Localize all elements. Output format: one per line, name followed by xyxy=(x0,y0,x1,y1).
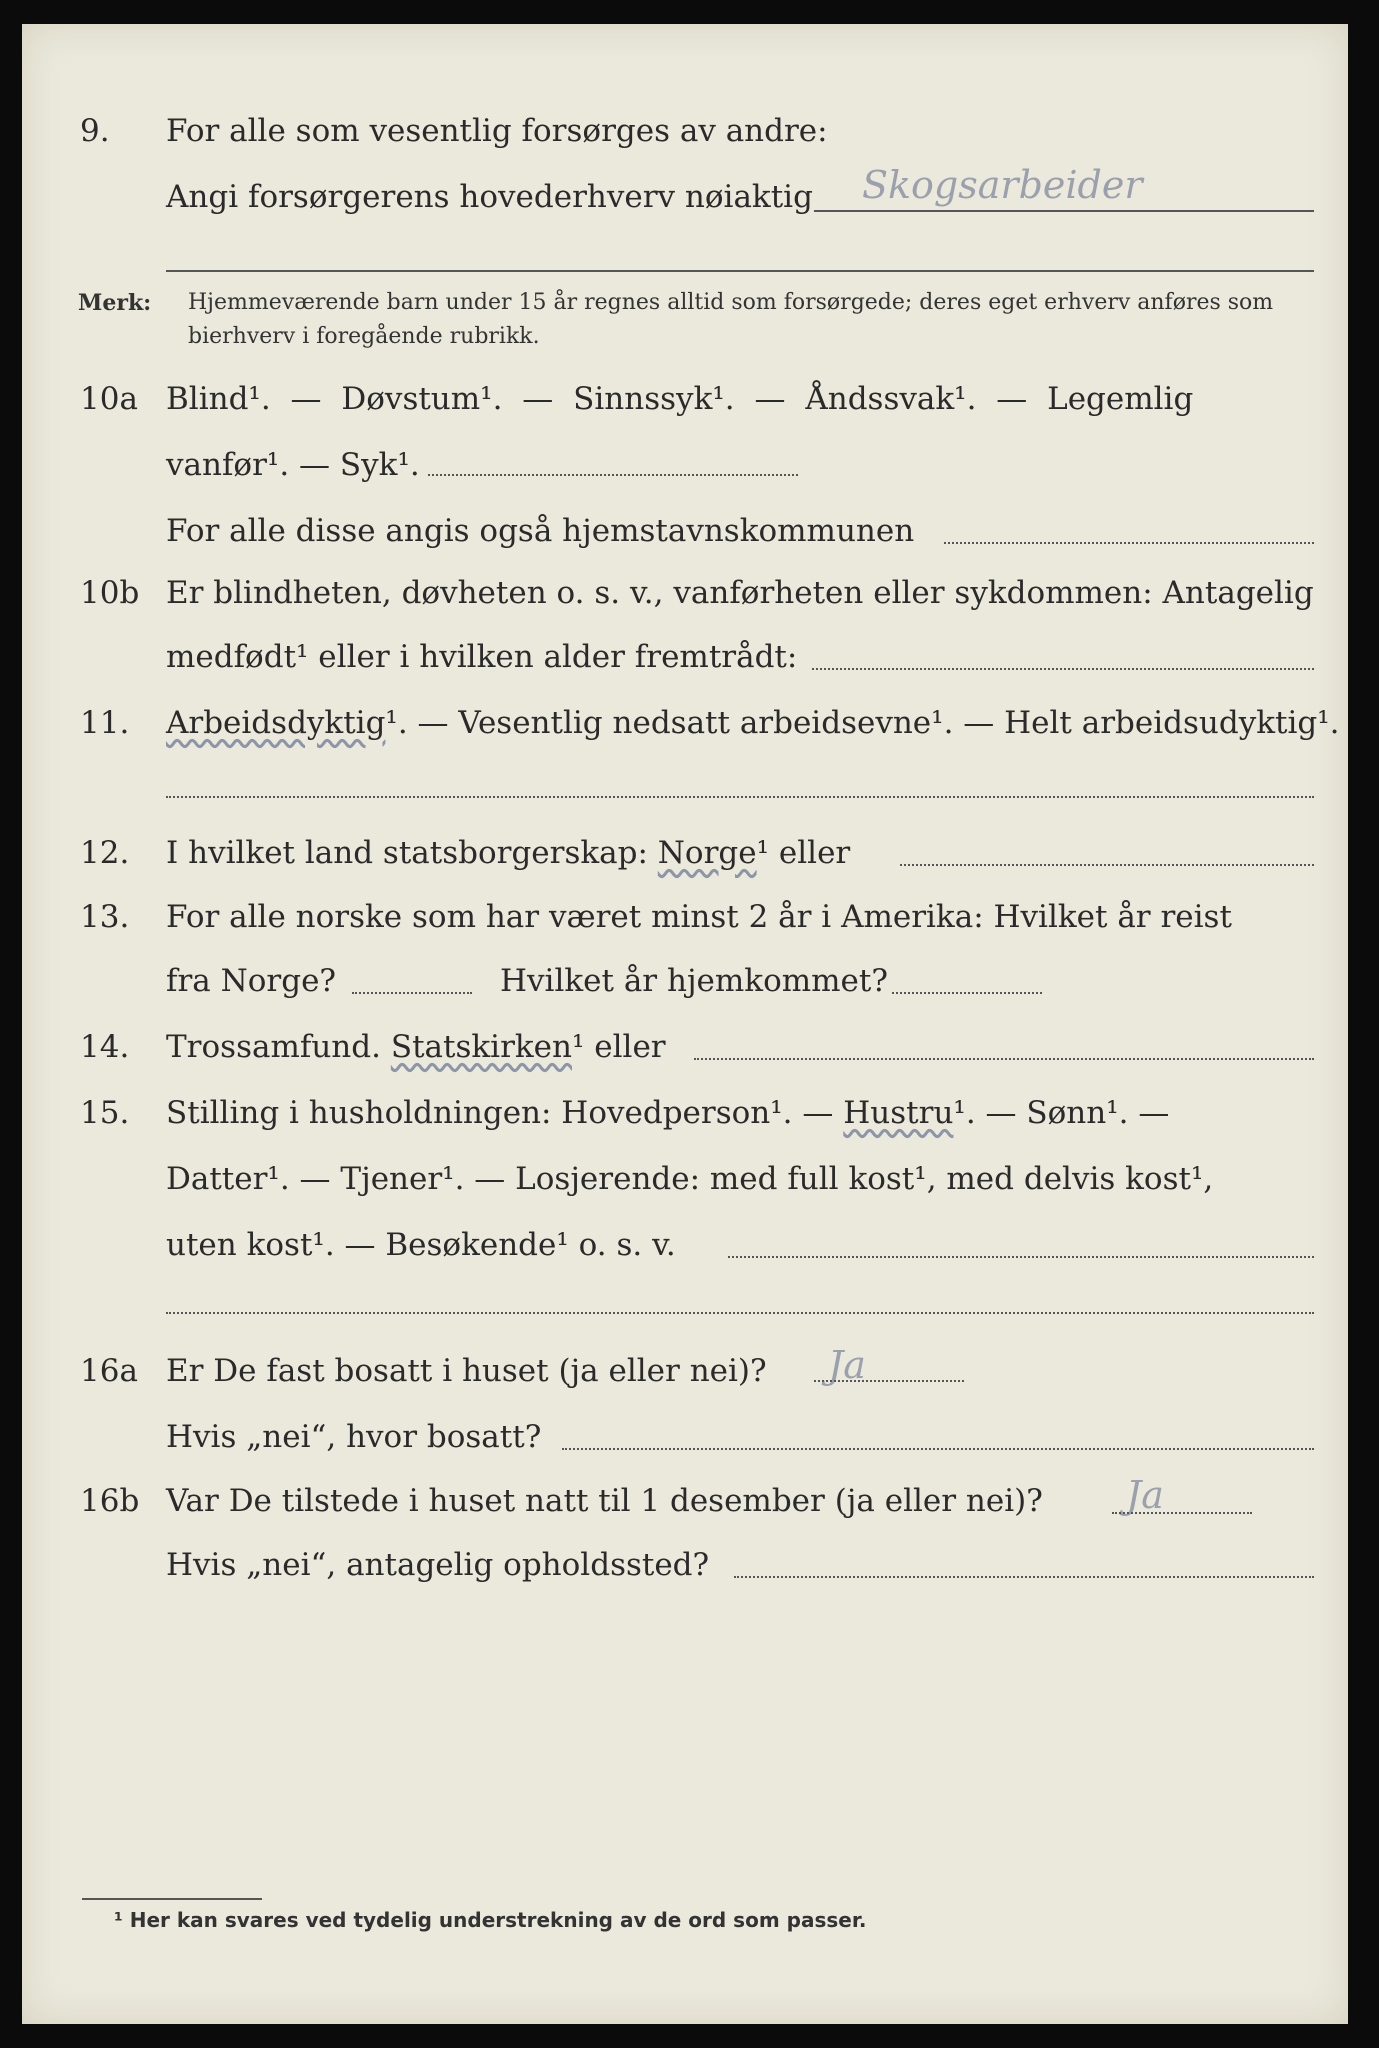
q14-option-statskirken[interactable]: Statskirken xyxy=(390,1029,572,1065)
q15-line-1b: ¹. — Sønn¹. — xyxy=(953,1095,1170,1131)
q16a-bosatt-field[interactable] xyxy=(562,1448,1314,1450)
q13-row-2 xyxy=(22,958,1348,1004)
q10a-row-2 xyxy=(22,442,1348,488)
q16b-line-2: Hvis „nei“, antagelig opholdssted? xyxy=(166,1547,710,1583)
q10a-line-1: Blind¹. — Døvstum¹. — Sinnssyk¹. — Åndssvak¹. — Legemlig xyxy=(166,381,1194,417)
q10a-hjemstavn-field[interactable] xyxy=(944,542,1314,544)
q10a-row-3 xyxy=(22,508,1348,554)
q15-stilling-field[interactable] xyxy=(728,1256,1314,1258)
q10b-row-2 xyxy=(22,634,1348,680)
q14-row xyxy=(22,1024,1348,1070)
q11-number: 11. xyxy=(80,705,130,741)
q15-text-1 xyxy=(166,1090,1169,1136)
q11-row xyxy=(22,700,1348,746)
q12-question: I hvilket land statsborgerskap: xyxy=(166,835,648,871)
q16a-row-2 xyxy=(22,1414,1348,1460)
q14-eller: ¹ eller xyxy=(571,1029,666,1065)
q16a-row-1 xyxy=(22,1343,1348,1394)
q16a-answer-handwritten: Ja xyxy=(828,1343,866,1387)
q11-text xyxy=(166,700,1340,746)
q12-option-norge[interactable]: Norge xyxy=(657,835,757,871)
q10b-number: 10b xyxy=(80,575,140,611)
q15-row-3 xyxy=(22,1222,1348,1268)
q15-extra-field[interactable] xyxy=(166,1312,1314,1314)
q13-hjemkommet-label: Hvilket år hjemkommet? xyxy=(500,963,888,999)
q10a-row-1 xyxy=(22,376,1348,422)
q15-number: 15. xyxy=(80,1095,130,1131)
q16b-row-1 xyxy=(22,1473,1348,1524)
q15-row-1 xyxy=(22,1090,1348,1136)
q16b-number: 16b xyxy=(80,1483,140,1519)
q12-row xyxy=(22,830,1348,876)
q12-land-field[interactable] xyxy=(900,864,1314,866)
q11-rest: ¹. — Vesentlig nedsatt arbeidsevne¹. — Helt arbeidsudyktig¹. xyxy=(385,705,1340,741)
q16a-line-1: Er De fast bosatt i huset (ja eller nei)? xyxy=(166,1353,767,1389)
q14-text xyxy=(166,1024,666,1070)
q15-option-hustru[interactable]: Hustru xyxy=(843,1095,954,1131)
q9-extra-line xyxy=(166,270,1314,272)
q15-row-2 xyxy=(22,1156,1348,1202)
q12-number: 12. xyxy=(80,835,130,871)
q16a-number: 16a xyxy=(80,1353,138,1389)
q10b-line-2: medfødt¹ eller i hvilken alder fremtrådt: xyxy=(166,639,798,675)
q13-hjemkommet-field[interactable] xyxy=(892,992,1042,994)
q10a-line-3: For alle disse angis også hjemstavnskommunen xyxy=(166,513,915,549)
q16b-opholdssted-field[interactable] xyxy=(734,1576,1314,1578)
footnote-rule xyxy=(82,1898,262,1900)
q16b-row-2 xyxy=(22,1542,1348,1588)
q16b-answer-handwritten: Ja xyxy=(1126,1473,1164,1517)
q16a-line-2: Hvis „nei“, hvor bosatt? xyxy=(166,1419,542,1455)
q9-line-2: Angi forsørgerens hovederhverv nøiaktig xyxy=(166,179,813,215)
q10b-alder-field[interactable] xyxy=(812,668,1314,670)
merk-label: Merk: xyxy=(78,290,152,316)
q16a-answer-field[interactable] xyxy=(814,1380,964,1382)
footnote: ¹ Her kan svares ved tydelig understrekning av de ord som passer. xyxy=(114,1908,867,1932)
q13-reist-label: fra Norge? xyxy=(166,963,337,999)
form-page xyxy=(22,24,1348,2024)
q16b-answer-field[interactable] xyxy=(1112,1512,1252,1514)
q15-line-2: Datter¹. — Tjener¹. — Losjerende: med full kost¹, med delvis kost¹, xyxy=(166,1161,1214,1197)
q14-trossamfund-field[interactable] xyxy=(694,1058,1314,1060)
q15-line-3: uten kost¹. — Besøkende¹ o. s. v. xyxy=(166,1227,676,1263)
q9-row-2 xyxy=(22,163,1348,220)
q11-extra-field[interactable] xyxy=(166,796,1314,798)
q9-answer-line xyxy=(814,210,1314,212)
q9-row-1 xyxy=(22,108,1348,154)
q14-number: 14. xyxy=(80,1029,130,1065)
q15-line-1a: Stilling i husholdningen: Hovedperson¹. — xyxy=(166,1095,834,1131)
q14-label: Trossamfund. xyxy=(166,1029,381,1065)
q9-line-1: For alle som vesentlig forsørges av andre: xyxy=(166,113,828,149)
q12-eller: ¹ eller xyxy=(756,835,851,871)
q11-option-arbeidsdyktig[interactable]: Arbeidsdyktig xyxy=(166,705,386,741)
q9-answer-handwritten: Skogsarbeider xyxy=(862,163,1143,207)
q10a-number: 10a xyxy=(80,381,138,417)
q12-text xyxy=(166,830,850,876)
q16b-line-1: Var De tilstede i huset natt til 1 desember (ja eller nei)? xyxy=(166,1483,1043,1519)
q13-number: 13. xyxy=(80,899,130,935)
q10b-line-1: Er blindheten, døvheten o. s. v., vanførheten eller sykdommen: Antagelig xyxy=(166,575,1314,611)
q13-reist-field[interactable] xyxy=(352,992,472,994)
q13-line-1: For alle norske som har været minst 2 år i Amerika: Hvilket år reist xyxy=(166,899,1232,935)
merk-text: Hjemmeværende barn under 15 år regnes alltid som forsørgede; deres eget erhverv anføres som bierhverv i foregående rubrikk. xyxy=(188,290,1274,349)
q10a-syk-field[interactable] xyxy=(428,474,798,476)
q9-number: 9. xyxy=(80,113,110,149)
q13-row-1 xyxy=(22,894,1348,940)
q10a-line-2: vanfør¹. — Syk¹. xyxy=(166,447,420,483)
q10b-row-1 xyxy=(22,570,1348,616)
